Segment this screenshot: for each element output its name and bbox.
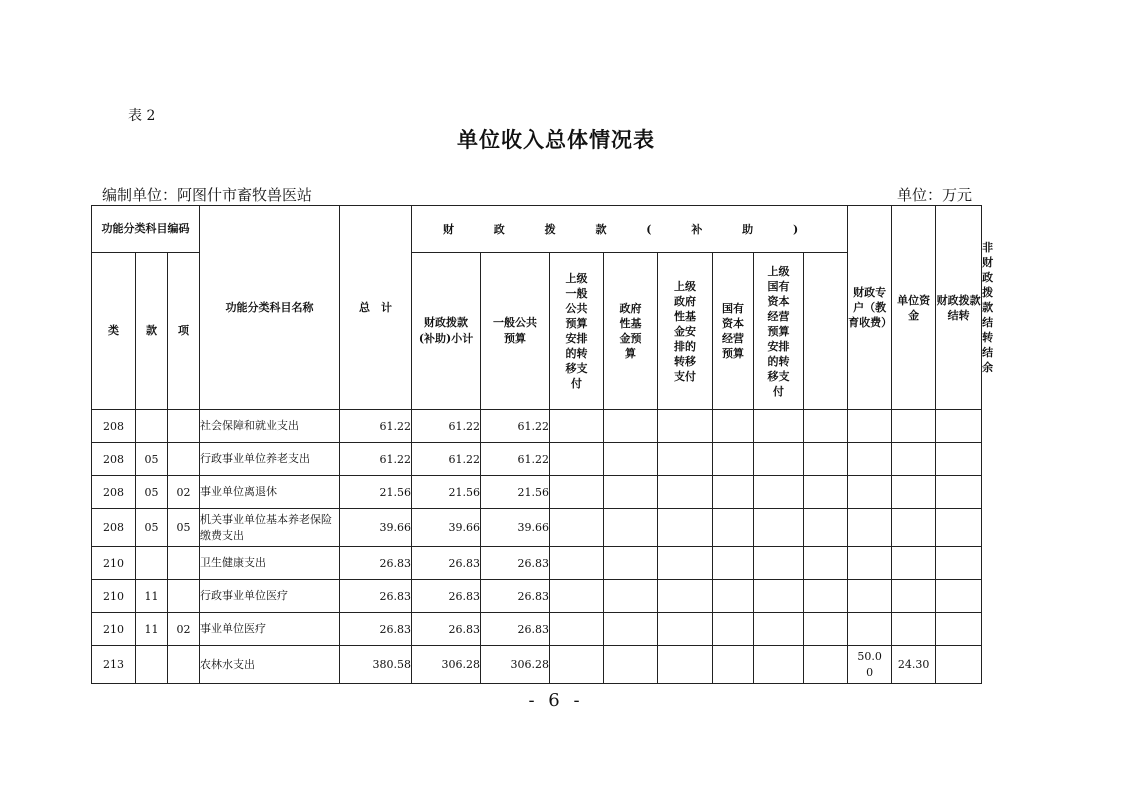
header-lei: 类 [92,253,136,410]
compiling-unit: 编制单位：阿图什市畜牧兽医站 [102,186,313,204]
cell-unit-funds [848,443,892,476]
cell-lei: 208 [92,410,136,443]
cell-name: 机关事业单位基本养老保险缴费支出 [200,509,340,547]
cell-subtotal: 26.83 [412,580,481,613]
header-fiscal-group: 财 政 拨 款 ( 补 助 ) [412,206,848,253]
cell-carryover [892,613,936,646]
header-gov-fund-budget: 政府性基金预算 [604,253,658,410]
cell-lei: 208 [92,509,136,547]
cell-xiang [168,443,200,476]
cell-total: 39.66 [340,509,412,547]
cell-name: 行政事业单位养老支出 [200,443,340,476]
cell-name: 社会保障和就业支出 [200,410,340,443]
cell-kuan: 05 [136,443,168,476]
cell-kuan: 11 [136,580,168,613]
cell-total: 26.83 [340,547,412,580]
cell-general: 61.22 [481,410,550,443]
header-upper-general-transfer: 上级一般公共预算安排的转移支付 [550,253,604,410]
cell-lei: 210 [92,580,136,613]
cell-name: 行政事业单位医疗 [200,580,340,613]
cell-xiang: 02 [168,476,200,509]
table-row [92,476,982,509]
cell-carryover [892,580,936,613]
cell-xiang [168,547,200,580]
cell-total: 26.83 [340,613,412,646]
cell-total: 61.22 [340,410,412,443]
cell-kuan: 05 [136,476,168,509]
cell-unit-funds [848,580,892,613]
cell-kuan: 11 [136,613,168,646]
cell-xiang [168,646,200,684]
header-kuan: 款 [136,253,168,410]
cell-general: 21.56 [481,476,550,509]
table-label: 表 2 [128,108,156,124]
cell-lei: 208 [92,476,136,509]
cell-total: 26.83 [340,580,412,613]
cell-subtotal: 61.22 [412,410,481,443]
cell-subtotal: 26.83 [412,613,481,646]
header-total: 总 计 [340,206,412,410]
table-row [92,443,982,476]
table-row [92,580,982,613]
cell-general: 61.22 [481,443,550,476]
cell-general: 26.83 [481,580,550,613]
cell-carryover: 24.30 [892,646,936,684]
cell-xiang: 05 [168,509,200,547]
header-fiscal-carryover: 财政拨款结转 [936,206,982,410]
header-upper-gov-fund-transfer: 上级政府性基金安排的转移支付 [658,253,713,410]
cell-kuan [136,547,168,580]
cell-unit-funds [848,410,892,443]
header-func-name: 功能分类科目名称 [200,206,340,410]
cell-xiang: 02 [168,613,200,646]
cell-subtotal: 26.83 [412,547,481,580]
table-row [92,547,982,580]
cell-subtotal: 21.56 [412,476,481,509]
cell-name: 事业单位医疗 [200,613,340,646]
table-row [92,509,982,547]
cell-total: 380.58 [340,646,412,684]
cell-lei: 210 [92,613,136,646]
cell-carryover [892,410,936,443]
cell-total: 61.22 [340,443,412,476]
header-general-budget: 一般公共预算 [481,253,550,410]
cell-unit-funds [848,476,892,509]
cell-general: 26.83 [481,613,550,646]
cell-name: 事业单位离退休 [200,476,340,509]
table-row [92,410,982,443]
cell-xiang [168,410,200,443]
cell-subtotal: 39.66 [412,509,481,547]
table-row [92,646,982,684]
header-xiang: 项 [168,253,200,410]
cell-unit-funds [848,509,892,547]
cell-carryover [892,443,936,476]
cell-kuan [136,410,168,443]
cell-lei: 210 [92,547,136,580]
header-func-code: 功能分类科目编码 [92,206,200,253]
cell-name: 农林水支出 [200,646,340,684]
cell-subtotal: 306.28 [412,646,481,684]
cell-general: 39.66 [481,509,550,547]
cell-carryover [892,476,936,509]
cell-total: 21.56 [340,476,412,509]
cell-kuan [136,646,168,684]
header-fiscal-special: 财政专户（教育收费） [848,206,892,410]
cell-lei: 208 [92,443,136,476]
header-unit-funds: 单位资金 [892,206,936,410]
currency-unit: 单位：万元 [896,186,972,204]
page-number: - 6 - [528,690,584,711]
page-title: 单位收入总体情况表 [457,127,655,152]
cell-general: 26.83 [481,547,550,580]
cell-unit-funds [848,547,892,580]
header-upper-state-capital-transfer: 上级国有资本经营预算安排的转移支付 [754,253,804,410]
cell-lei: 213 [92,646,136,684]
income-table: 功能分类科目编码 功能分类科目名称 总 计 财 政 拨 款 ( 补 助 ) 财政专户（教育收费） 单位资金 财政拨款结转 非财政拨款结转结余 类 款 项 财政拨款(补助)小计 一般公共预算 上级一般公共预算安排的转移支付 政府性基金预算 上级政府性基金安排的转移支付 国有资本经营预算 上级国有资本经营预算安排的转移支付 208 社会保障和就业支出 61.22 61.22 61.22 208 05 行政事业单位养老支出 61.22 61.22 61.22 208 05 02 事业单位离退休 21.56 21.56 21.56 208 05 05 机关事业单位基本养老保险缴费支出 39.66 39.66 39.66 210 卫生健康支出 26.83 26.83 26.83 210 11 行政事业单位医疗 26.83 26.83 26.83 210 11 02 事业单位医疗 26.83 26.83 26.83 213 农林水支出 380.58 306.28 306.28 50.00 24.30 [91,205,982,684]
cell-unit-funds: 50.00 [848,646,892,684]
cell-carryover [892,509,936,547]
cell-xiang [168,580,200,613]
cell-carryover [892,547,936,580]
cell-kuan: 05 [136,509,168,547]
cell-name: 卫生健康支出 [200,547,340,580]
table-row [92,613,982,646]
cell-general: 306.28 [481,646,550,684]
header-fiscal-subtotal: 财政拨款(补助)小计 [412,253,481,410]
header-state-capital-budget: 国有资本经营预算 [713,253,754,410]
cell-unit-funds [848,613,892,646]
cell-subtotal: 61.22 [412,443,481,476]
